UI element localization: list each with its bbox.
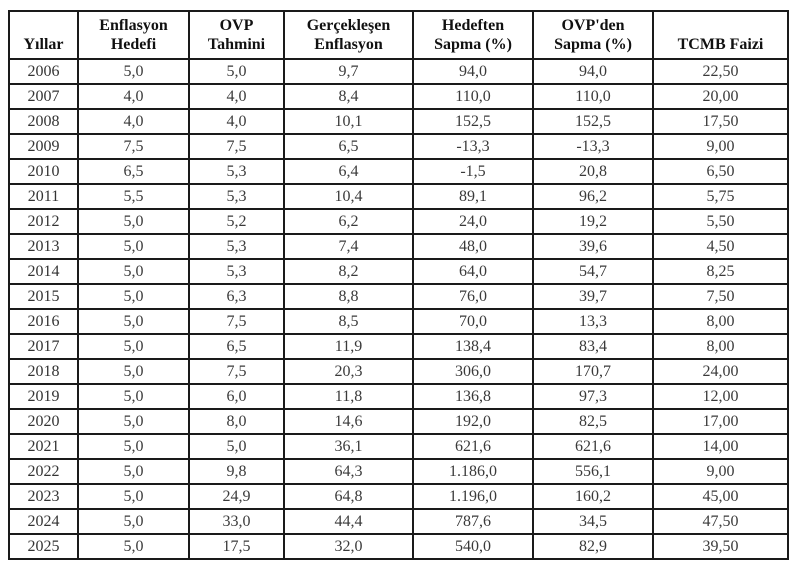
data-cell: 5,50 [653, 209, 788, 234]
table-row [9, 159, 788, 184]
data-cell: 556,1 [533, 459, 653, 484]
data-cell: 17,5 [189, 534, 284, 559]
data-cell: 7,5 [189, 359, 284, 384]
data-cell: 9,00 [653, 134, 788, 159]
data-cell: 4,50 [653, 234, 788, 259]
data-cell: 14,6 [284, 409, 413, 434]
data-cell: 82,5 [533, 409, 653, 434]
data-cell: 4,0 [78, 109, 189, 134]
column-header: OVP Tahmini [189, 11, 284, 59]
inflation-target-deviation-table [8, 10, 789, 560]
data-cell: 47,50 [653, 509, 788, 534]
data-cell: 5,0 [78, 434, 189, 459]
table-row [9, 184, 788, 209]
table-row [9, 384, 788, 409]
data-cell: 5,0 [78, 509, 189, 534]
data-cell: 11,9 [284, 334, 413, 359]
data-cell: 64,0 [413, 259, 533, 284]
year-cell: 2006 [9, 59, 78, 84]
data-cell: 8,00 [653, 334, 788, 359]
data-cell: 7,4 [284, 234, 413, 259]
data-cell: 5,0 [78, 209, 189, 234]
data-cell: 6,4 [284, 159, 413, 184]
data-cell: 8,0 [189, 409, 284, 434]
data-cell: 8,4 [284, 84, 413, 109]
data-cell: 170,7 [533, 359, 653, 384]
table-row [9, 234, 788, 259]
table-row [9, 534, 788, 559]
year-cell: 2018 [9, 359, 78, 384]
data-cell: 5,0 [78, 459, 189, 484]
data-cell: 5,2 [189, 209, 284, 234]
data-cell: 20,3 [284, 359, 413, 384]
data-cell: 8,00 [653, 309, 788, 334]
data-cell: 94,0 [533, 59, 653, 84]
year-cell: 2025 [9, 534, 78, 559]
data-cell: 6,5 [78, 159, 189, 184]
data-cell: 5,0 [189, 59, 284, 84]
data-cell: 9,7 [284, 59, 413, 84]
data-cell: 64,3 [284, 459, 413, 484]
data-cell: 8,25 [653, 259, 788, 284]
year-cell: 2015 [9, 284, 78, 309]
data-cell: 5,0 [78, 59, 189, 84]
data-cell: 5,0 [78, 259, 189, 284]
data-cell: 5,5 [78, 184, 189, 209]
data-cell: 10,1 [284, 109, 413, 134]
year-cell: 2019 [9, 384, 78, 409]
data-cell: 4,0 [78, 84, 189, 109]
data-cell: 64,8 [284, 484, 413, 509]
data-cell: 17,00 [653, 409, 788, 434]
data-cell: 45,00 [653, 484, 788, 509]
data-cell: -13,3 [413, 134, 533, 159]
table-row [9, 84, 788, 109]
data-cell: 33,0 [189, 509, 284, 534]
data-cell: 110,0 [533, 84, 653, 109]
data-cell: 9,8 [189, 459, 284, 484]
data-cell: 94,0 [413, 59, 533, 84]
data-cell: 7,5 [78, 134, 189, 159]
data-cell: 1.196,0 [413, 484, 533, 509]
data-cell: 76,0 [413, 284, 533, 309]
data-cell: 89,1 [413, 184, 533, 209]
data-cell: 39,7 [533, 284, 653, 309]
data-cell: 4,0 [189, 109, 284, 134]
data-cell: 14,00 [653, 434, 788, 459]
year-cell: 2024 [9, 509, 78, 534]
year-cell: 2023 [9, 484, 78, 509]
data-cell: 5,0 [78, 334, 189, 359]
data-cell: 39,6 [533, 234, 653, 259]
data-cell: 5,0 [78, 284, 189, 309]
data-cell: 70,0 [413, 309, 533, 334]
year-cell: 2010 [9, 159, 78, 184]
data-cell: 5,0 [78, 384, 189, 409]
data-cell: 19,2 [533, 209, 653, 234]
header-row [9, 11, 788, 59]
data-cell: 306,0 [413, 359, 533, 384]
data-cell: 152,5 [413, 109, 533, 134]
table-row [9, 284, 788, 309]
year-cell: 2022 [9, 459, 78, 484]
year-cell: 2012 [9, 209, 78, 234]
year-cell: 2007 [9, 84, 78, 109]
data-cell: 7,50 [653, 284, 788, 309]
table-body [9, 59, 788, 559]
year-cell: 2014 [9, 259, 78, 284]
data-cell: 10,4 [284, 184, 413, 209]
data-cell: 34,5 [533, 509, 653, 534]
data-cell: 83,4 [533, 334, 653, 359]
data-cell: 6,2 [284, 209, 413, 234]
table-row [9, 434, 788, 459]
year-cell: 2020 [9, 409, 78, 434]
data-cell: 13,3 [533, 309, 653, 334]
data-cell: 1.186,0 [413, 459, 533, 484]
data-cell: 44,4 [284, 509, 413, 534]
data-cell: 5,3 [189, 184, 284, 209]
data-cell: 48,0 [413, 234, 533, 259]
data-cell: 7,5 [189, 309, 284, 334]
data-cell: -1,5 [413, 159, 533, 184]
table-header [9, 11, 788, 59]
data-cell: 8,5 [284, 309, 413, 334]
data-cell: 5,0 [78, 359, 189, 384]
data-cell: 152,5 [533, 109, 653, 134]
column-header: TCMB Faizi [653, 11, 788, 59]
data-cell: 82,9 [533, 534, 653, 559]
data-cell: 24,9 [189, 484, 284, 509]
data-cell: 5,3 [189, 159, 284, 184]
data-cell: 138,4 [413, 334, 533, 359]
data-cell: 787,6 [413, 509, 533, 534]
data-cell: 54,7 [533, 259, 653, 284]
column-header: Hedeften Sapma (%) [413, 11, 533, 59]
data-cell: 24,0 [413, 209, 533, 234]
data-cell: 8,8 [284, 284, 413, 309]
year-cell: 2009 [9, 134, 78, 159]
data-cell: 110,0 [413, 84, 533, 109]
column-header: Enflasyon Hedefi [78, 11, 189, 59]
table-row [9, 409, 788, 434]
data-cell: 6,3 [189, 284, 284, 309]
column-header: Gerçekleşen Enflasyon [284, 11, 413, 59]
data-cell: 540,0 [413, 534, 533, 559]
year-cell: 2013 [9, 234, 78, 259]
column-header: OVP'den Sapma (%) [533, 11, 653, 59]
data-cell: 12,00 [653, 384, 788, 409]
data-cell: 7,5 [189, 134, 284, 159]
data-cell: 136,8 [413, 384, 533, 409]
table-row [9, 59, 788, 84]
data-cell: 8,2 [284, 259, 413, 284]
table-row [9, 109, 788, 134]
data-cell: 192,0 [413, 409, 533, 434]
data-cell: 5,0 [78, 484, 189, 509]
data-cell: 9,00 [653, 459, 788, 484]
data-cell: 5,0 [78, 534, 189, 559]
data-cell: 17,50 [653, 109, 788, 134]
data-cell: 32,0 [284, 534, 413, 559]
data-cell: 39,50 [653, 534, 788, 559]
data-cell: 5,0 [78, 234, 189, 259]
table-row [9, 459, 788, 484]
data-cell: 11,8 [284, 384, 413, 409]
table-row [9, 359, 788, 384]
data-cell: 5,0 [78, 309, 189, 334]
data-cell: -13,3 [533, 134, 653, 159]
table-row [9, 209, 788, 234]
year-cell: 2016 [9, 309, 78, 334]
data-cell: 6,5 [284, 134, 413, 159]
data-cell: 621,6 [413, 434, 533, 459]
data-cell: 5,0 [78, 409, 189, 434]
year-cell: 2011 [9, 184, 78, 209]
data-cell: 4,0 [189, 84, 284, 109]
data-cell: 96,2 [533, 184, 653, 209]
table-row [9, 309, 788, 334]
data-cell: 5,75 [653, 184, 788, 209]
year-cell: 2008 [9, 109, 78, 134]
data-cell: 5,0 [189, 434, 284, 459]
data-cell: 20,8 [533, 159, 653, 184]
data-cell: 5,3 [189, 259, 284, 284]
data-cell: 22,50 [653, 59, 788, 84]
table-row [9, 334, 788, 359]
data-cell: 24,00 [653, 359, 788, 384]
data-cell: 160,2 [533, 484, 653, 509]
data-cell: 36,1 [284, 434, 413, 459]
year-cell: 2017 [9, 334, 78, 359]
data-cell: 97,3 [533, 384, 653, 409]
table-row [9, 484, 788, 509]
column-header: Yıllar [9, 11, 78, 59]
year-cell: 2021 [9, 434, 78, 459]
data-cell: 621,6 [533, 434, 653, 459]
table-row [9, 509, 788, 534]
data-cell: 6,0 [189, 384, 284, 409]
data-cell: 6,50 [653, 159, 788, 184]
data-cell: 6,5 [189, 334, 284, 359]
table-row [9, 259, 788, 284]
data-cell: 20,00 [653, 84, 788, 109]
table-row [9, 134, 788, 159]
data-cell: 5,3 [189, 234, 284, 259]
